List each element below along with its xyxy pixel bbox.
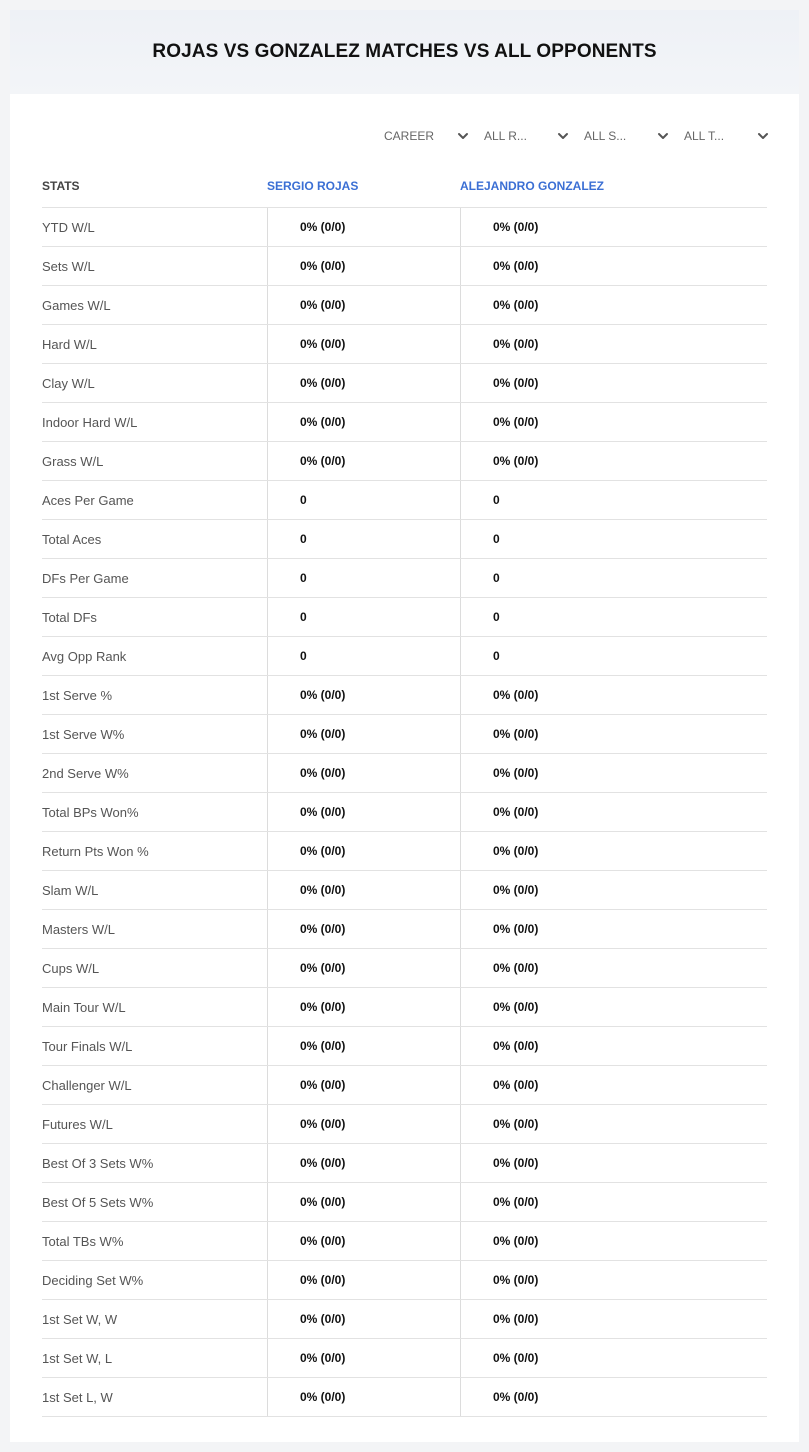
stats-table [42,164,767,1417]
table-row [42,1066,767,1105]
stats-card [10,10,799,1442]
stat-label: Sets W/L [42,258,95,274]
player2-value: 0% (0/0) [460,832,767,870]
player1-value: 0% (0/0) [267,754,460,792]
player1-link[interactable]: SERGIO ROJAS [267,178,359,193]
table-row [42,559,767,598]
player1-value: 0% (0/0) [267,1105,460,1143]
table-row [42,403,767,442]
player1-value: 0% (0/0) [267,1183,460,1221]
table-row [42,286,767,325]
table-row [42,676,767,715]
table-body [42,208,767,1417]
player2-value: 0% (0/0) [460,442,767,480]
stat-label: Total DFs [42,609,97,625]
chevron-down-icon [457,130,469,142]
player2-value: 0 [460,598,767,636]
player2-value: 0% (0/0) [460,1300,767,1338]
player2-value: 0% (0/0) [460,988,767,1026]
table-row [42,208,767,247]
stat-label: Challenger W/L [42,1077,132,1093]
table-row [42,598,767,637]
player1-value: 0% (0/0) [267,949,460,987]
table-row [42,442,767,481]
table-row [42,1144,767,1183]
stat-label: 1st Serve W% [42,726,125,742]
stat-label: Games W/L [42,297,111,313]
player2-value: 0% (0/0) [460,1222,767,1260]
table-row [42,481,767,520]
stat-label: 1st Serve % [42,687,113,703]
player1-value: 0% (0/0) [267,871,460,909]
stat-label: Return Pts Won % [42,843,149,859]
player2-value: 0% (0/0) [460,325,767,363]
table-row [42,1339,767,1378]
card-header [10,10,799,94]
player1-value: 0% (0/0) [267,715,460,753]
filter-value: ALL T... [684,129,725,143]
player2-value: 0% (0/0) [460,286,767,324]
table-row [42,325,767,364]
table-row [42,247,767,286]
player1-value: 0 [267,598,460,636]
stat-label: Aces Per Game [42,492,134,508]
table-row [42,1261,767,1300]
stat-label: Indoor Hard W/L [42,414,138,430]
player2-value: 0% (0/0) [460,364,767,402]
stat-label: Futures W/L [42,1116,113,1132]
player2-value: 0% (0/0) [460,676,767,714]
stat-label: DFs Per Game [42,570,129,586]
stat-label: Slam W/L [42,882,99,898]
table-row [42,871,767,910]
stat-label: 1st Set W, L [42,1350,113,1366]
player1-value: 0% (0/0) [267,1339,460,1377]
player2-value: 0% (0/0) [460,1378,767,1416]
player2-value: 0% (0/0) [460,208,767,246]
table-row [42,1183,767,1222]
stat-label: Cups W/L [42,960,100,976]
player1-value: 0% (0/0) [267,676,460,714]
player1-value: 0% (0/0) [267,286,460,324]
table-row [42,715,767,754]
filter-value: ALL R... [484,129,527,143]
player2-value: 0% (0/0) [460,1105,767,1143]
player1-value: 0% (0/0) [267,403,460,441]
stat-label: Main Tour W/L [42,999,126,1015]
player2-value: 0% (0/0) [460,1066,767,1104]
player2-value: 0 [460,637,767,675]
player1-value: 0% (0/0) [267,988,460,1026]
player1-value: 0% (0/0) [267,1027,460,1065]
round-filter-select[interactable] [484,124,569,148]
player1-value: 0% (0/0) [267,1378,460,1416]
player2-value: 0% (0/0) [460,793,767,831]
tournament-filter-select[interactable] [684,124,769,148]
player1-value: 0% (0/0) [267,1144,460,1182]
player1-value: 0% (0/0) [267,832,460,870]
stats-column-header: STATS [42,178,80,193]
period-filter-select[interactable] [384,124,469,148]
table-row [42,637,767,676]
chevron-down-icon [757,130,769,142]
filter-value: ALL S... [584,129,627,143]
table-row [42,988,767,1027]
player2-value: 0% (0/0) [460,1183,767,1221]
table-row [42,1105,767,1144]
table-row [42,949,767,988]
chevron-down-icon [657,130,669,142]
player1-value: 0% (0/0) [267,1300,460,1338]
table-row [42,832,767,871]
stat-label: 1st Set L, W [42,1389,113,1405]
player2-value: 0 [460,559,767,597]
filter-bar [380,124,769,148]
table-row [42,1300,767,1339]
player1-value: 0% (0/0) [267,364,460,402]
stat-label: Avg Opp Rank [42,648,127,664]
player1-value: 0 [267,520,460,558]
player2-value: 0% (0/0) [460,247,767,285]
player1-value: 0% (0/0) [267,793,460,831]
stat-label: YTD W/L [42,219,95,235]
page-title: ROJAS VS GONZALEZ MATCHES VS ALL OPPONENTS [152,41,657,62]
chevron-down-icon [557,130,569,142]
stat-label: Grass W/L [42,453,104,469]
player2-value: 0 [460,520,767,558]
player2-value: 0% (0/0) [460,1144,767,1182]
player2-value: 0% (0/0) [460,715,767,753]
player2-value: 0% (0/0) [460,949,767,987]
player1-value: 0% (0/0) [267,208,460,246]
player2-value: 0% (0/0) [460,910,767,948]
player1-value: 0 [267,637,460,675]
stat-label: Tour Finals W/L [42,1038,133,1054]
player1-value: 0% (0/0) [267,1066,460,1104]
stat-label: 1st Set W, W [42,1311,118,1327]
player2-link[interactable]: ALEJANDRO GONZALEZ [460,178,604,193]
player1-value: 0 [267,481,460,519]
player1-value: 0% (0/0) [267,247,460,285]
player1-value: 0% (0/0) [267,1222,460,1260]
table-header [42,164,767,208]
stat-label: Best Of 3 Sets W% [42,1155,154,1171]
stat-label: Masters W/L [42,921,115,937]
player2-value: 0% (0/0) [460,1339,767,1377]
stat-label: Total Aces [42,531,102,547]
stat-label: Hard W/L [42,336,97,352]
stat-label: Deciding Set W% [42,1272,144,1288]
surface-filter-select[interactable] [584,124,669,148]
table-row [42,520,767,559]
table-row [42,1222,767,1261]
player1-value: 0% (0/0) [267,442,460,480]
stat-label: 2nd Serve W% [42,765,129,781]
player2-value: 0% (0/0) [460,1027,767,1065]
stat-label: Clay W/L [42,375,95,391]
stat-label: Total BPs Won% [42,804,139,820]
stat-label: Total TBs W% [42,1233,124,1249]
player1-value: 0 [267,559,460,597]
table-row [42,364,767,403]
table-row [42,910,767,949]
player1-value: 0% (0/0) [267,1261,460,1299]
table-row [42,793,767,832]
player2-value: 0% (0/0) [460,871,767,909]
filter-value: CAREER [384,129,435,143]
player2-value: 0 [460,481,767,519]
player2-value: 0% (0/0) [460,754,767,792]
table-row [42,1027,767,1066]
table-row [42,754,767,793]
player2-value: 0% (0/0) [460,1261,767,1299]
player1-value: 0% (0/0) [267,325,460,363]
player1-value: 0% (0/0) [267,910,460,948]
stat-label: Best Of 5 Sets W% [42,1194,154,1210]
player2-value: 0% (0/0) [460,403,767,441]
table-row [42,1378,767,1417]
